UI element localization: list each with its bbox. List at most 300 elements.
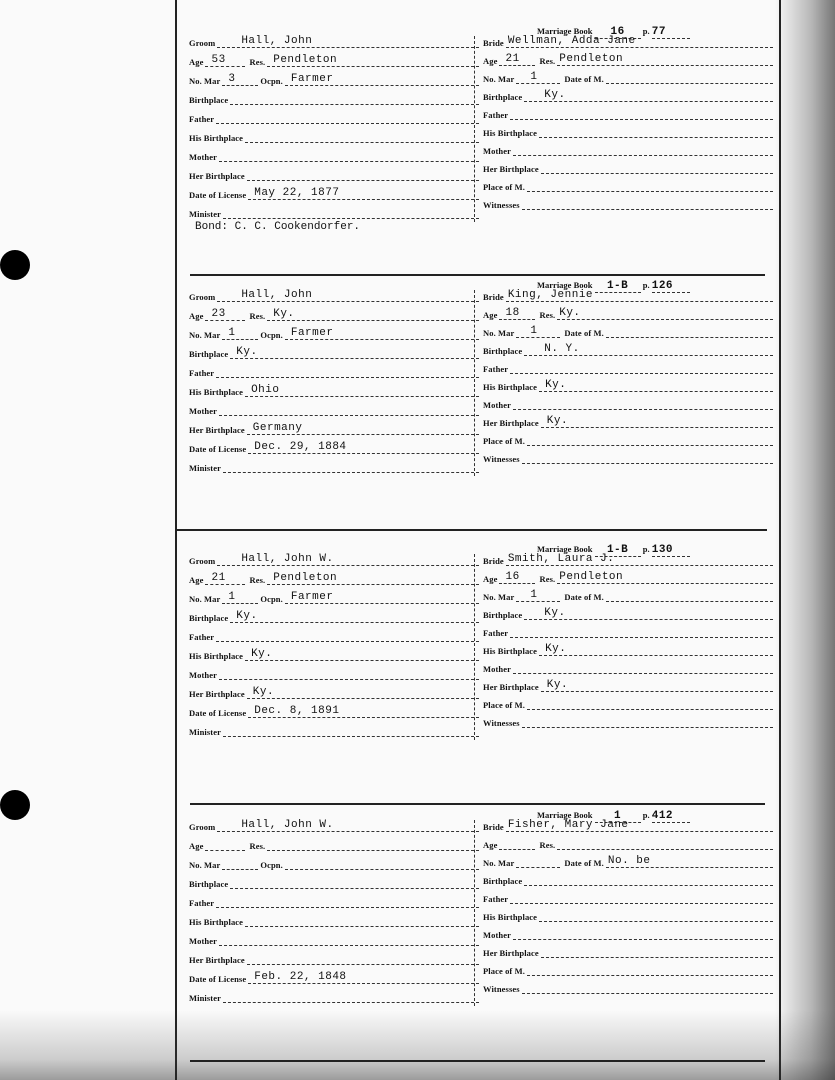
field-label: Mother (483, 664, 511, 674)
groom-field-groom (189, 30, 479, 48)
field-line (506, 36, 773, 48)
field-label: Groom (189, 822, 216, 832)
field-value: Farmer (290, 591, 334, 603)
field-label: Age (483, 574, 498, 584)
bride-field-father (483, 886, 773, 904)
field-line (216, 366, 479, 378)
field-line (223, 725, 479, 737)
marriage-book-ref: Marriage Book 16 p. 77 (537, 26, 690, 39)
bride-field-mother (483, 392, 773, 410)
field-label: No. Mar (189, 594, 221, 604)
field-label: No. Mar (483, 592, 515, 602)
field-label: Age (483, 840, 498, 850)
field-value: Ky. (273, 308, 295, 320)
field-label: Birthplace (483, 610, 523, 620)
field-value: 23 (211, 308, 226, 320)
groom-field-birthplace (189, 605, 479, 623)
bride-field-father (483, 102, 773, 120)
field-value: 21 (505, 53, 520, 65)
field-line (223, 207, 479, 219)
field-line (205, 839, 245, 851)
card-divider-4 (190, 1060, 765, 1062)
groom-field-mother (189, 398, 479, 416)
field-label: Place of M. (483, 182, 525, 192)
page-label: p (642, 810, 648, 820)
field-label: Res. (249, 575, 266, 585)
field-label: Her Birthplace (483, 682, 539, 692)
field-line (606, 72, 773, 84)
field-line (223, 991, 479, 1003)
field-label: Her Birthplace (189, 171, 245, 181)
field-line (527, 964, 773, 976)
field-value: King, Jennie (507, 289, 594, 301)
field-line (510, 892, 773, 904)
field-line (499, 838, 535, 850)
field-line (506, 290, 773, 302)
bride-field-his-birthplace (483, 374, 773, 392)
field-value: Farmer (290, 327, 334, 339)
field-line (205, 55, 245, 67)
field-line (230, 877, 479, 889)
field-line (539, 126, 773, 138)
book-label: Marriage Book (537, 26, 593, 36)
field-line (247, 423, 479, 435)
field-line (285, 328, 479, 340)
field-value: 21 (211, 572, 226, 584)
marriage-record-card (175, 812, 775, 1052)
groom-field-groom (189, 284, 479, 302)
bride-field-father (483, 620, 773, 638)
field-label: Age (189, 311, 204, 321)
book-label: Marriage Book (537, 544, 593, 554)
field-line (205, 573, 245, 585)
field-line (230, 611, 479, 623)
page-label: p (642, 280, 648, 290)
field-label: Birthplace (483, 876, 523, 886)
field-line (527, 698, 773, 710)
groom-field-date-of-license (189, 436, 479, 454)
groom-field-her-birthplace (189, 947, 479, 965)
field-line (510, 362, 773, 374)
field-line (541, 162, 773, 174)
field-label: Minister (189, 463, 221, 473)
field-value: Ky. (251, 648, 273, 660)
bride-field-birthplace (483, 868, 773, 886)
field-value: 1 (228, 591, 236, 603)
bride-field-no-mar (483, 584, 773, 602)
groom-field-groom (189, 548, 479, 566)
groom-field-mother (189, 662, 479, 680)
bride-field-no-mar (483, 850, 773, 868)
book-number: 1 (595, 810, 641, 823)
bride-field-age (483, 302, 773, 320)
field-label: Birthplace (189, 613, 229, 623)
field-line (516, 856, 560, 868)
field-label: Age (483, 310, 498, 320)
bride-field-no-mar (483, 66, 773, 84)
card-divider-3 (190, 803, 765, 805)
field-label: Res. (249, 841, 266, 851)
groom-section (189, 812, 479, 1012)
field-label: Birthplace (483, 92, 523, 102)
field-label: Date of M. (564, 74, 604, 84)
field-line (541, 946, 773, 958)
field-value: Ky. (546, 679, 569, 691)
field-label: His Birthplace (189, 917, 244, 927)
groom-field-minister (189, 455, 479, 473)
field-line (216, 112, 479, 124)
field-line (245, 915, 479, 927)
field-label: Res. (539, 840, 556, 850)
field-line (219, 404, 479, 416)
groom-field-birthplace (189, 871, 479, 889)
field-label: Age (483, 56, 498, 66)
bride-field-age (483, 48, 773, 66)
field-value: Smith, Laura J. (507, 553, 615, 565)
field-line (230, 347, 479, 359)
field-line (513, 398, 773, 410)
field-label: Birthplace (189, 879, 229, 889)
bride-section (483, 282, 773, 482)
field-label: Place of M. (483, 436, 525, 446)
groom-field-mother (189, 928, 479, 946)
field-value: 16 (505, 571, 520, 583)
bride-field-birthplace (483, 338, 773, 356)
bride-field-place-of-m (483, 692, 773, 710)
field-line (524, 344, 773, 356)
field-value: Pendleton (559, 53, 624, 65)
field-label: Date of License (189, 444, 247, 454)
field-line (247, 953, 479, 965)
field-label: Minister (189, 209, 221, 219)
field-line (527, 180, 773, 192)
field-label: Date of M. (564, 592, 604, 602)
groom-field-his-birthplace (189, 909, 479, 927)
field-label: Minister (189, 993, 221, 1003)
field-line (506, 820, 773, 832)
book-label: Marriage Book (537, 810, 593, 820)
field-line (217, 820, 479, 832)
field-label: No. Mar (483, 858, 515, 868)
groom-field-her-birthplace (189, 163, 479, 181)
groom-field-age (189, 49, 479, 67)
field-label: His Birthplace (483, 382, 538, 392)
field-label: Place of M. (483, 966, 525, 976)
groom-field-date-of-license (189, 182, 479, 200)
field-value: 18 (505, 307, 520, 319)
field-label: Age (189, 841, 204, 851)
field-value: Ky. (546, 415, 569, 427)
bride-field-birthplace (483, 84, 773, 102)
field-value: N. Y. (544, 343, 580, 355)
field-line (222, 858, 258, 870)
field-value: 3 (228, 73, 236, 85)
field-value: Dec. 29, 1884 (254, 441, 347, 453)
field-line (285, 592, 479, 604)
marriage-book-ref: Marriage Book 1-B p. 130 (537, 544, 690, 557)
bride-field-birthplace (483, 602, 773, 620)
field-line (222, 328, 258, 340)
field-line (510, 108, 773, 120)
field-value: 1 (228, 327, 236, 339)
field-label: No. Mar (483, 328, 515, 338)
page-number: 412 (652, 810, 690, 823)
field-label: Bride (483, 822, 504, 832)
field-value: 1 (530, 589, 538, 601)
bride-field-witnesses (483, 976, 773, 994)
field-line (217, 290, 479, 302)
field-line (223, 461, 479, 473)
field-label: No. Mar (483, 74, 515, 84)
field-line (606, 856, 773, 868)
bride-field-bride (483, 30, 773, 48)
column-divider (474, 820, 476, 1006)
field-line (245, 385, 479, 397)
marriage-record-card (175, 282, 775, 522)
field-line (539, 380, 773, 392)
bride-field-witnesses (483, 446, 773, 464)
field-line (510, 626, 773, 638)
field-value: 53 (211, 54, 226, 66)
column-divider (474, 554, 476, 740)
field-label: Ocpn. (260, 594, 283, 604)
field-label: Res. (539, 310, 556, 320)
field-label: Her Birthplace (189, 955, 245, 965)
field-line (539, 910, 773, 922)
page-number: 77 (652, 26, 690, 39)
field-value: Ky. (544, 89, 566, 101)
field-label: Father (189, 114, 215, 124)
field-line (216, 896, 479, 908)
field-label: His Birthplace (483, 128, 538, 138)
field-label: Ocpn. (260, 330, 283, 340)
bride-field-bride (483, 284, 773, 302)
field-line (513, 144, 773, 156)
field-line (522, 982, 773, 994)
bride-field-mother (483, 922, 773, 940)
field-line (516, 590, 560, 602)
field-label: Bride (483, 292, 504, 302)
field-line (248, 706, 479, 718)
field-label: Mother (189, 152, 217, 162)
field-line (219, 150, 479, 162)
field-value: Ky. (559, 307, 581, 319)
groom-field-his-birthplace (189, 125, 479, 143)
field-label: Groom (189, 556, 216, 566)
card-divider-1 (190, 274, 765, 276)
field-label: Res. (539, 574, 556, 584)
groom-field-no-mar (189, 586, 479, 604)
field-label: Birthplace (483, 346, 523, 356)
field-label: No. Mar (189, 76, 221, 86)
field-label: His Birthplace (189, 651, 244, 661)
bride-field-witnesses (483, 192, 773, 210)
field-label: Father (483, 894, 509, 904)
field-label: Ocpn. (260, 76, 283, 86)
field-label: Mother (483, 400, 511, 410)
book-number: 1-B (595, 544, 641, 557)
bride-field-bride (483, 548, 773, 566)
field-value: Ky. (236, 610, 258, 622)
field-line (606, 326, 773, 338)
field-label: Her Birthplace (189, 689, 245, 699)
field-value: Hall, John W. (241, 819, 334, 831)
field-line (267, 839, 479, 851)
field-line (247, 687, 479, 699)
field-label: Groom (189, 38, 216, 48)
field-line (527, 434, 773, 446)
field-line (248, 442, 479, 454)
field-line (285, 858, 479, 870)
bride-field-mother (483, 138, 773, 156)
field-value: Hall, John (241, 289, 313, 301)
field-label: Date of License (189, 708, 247, 718)
field-line (499, 54, 535, 66)
field-line (522, 716, 773, 728)
field-label: Witnesses (483, 984, 520, 994)
field-value: Pendleton (273, 54, 338, 66)
field-label: Father (483, 110, 509, 120)
field-line (219, 934, 479, 946)
page-label: p (642, 26, 648, 36)
bride-field-no-mar (483, 320, 773, 338)
field-label: Witnesses (483, 454, 520, 464)
groom-field-birthplace (189, 341, 479, 359)
field-line (516, 72, 560, 84)
field-line (524, 874, 773, 886)
field-label: Witnesses (483, 718, 520, 728)
field-line (217, 554, 479, 566)
field-value: Hall, John W. (241, 553, 334, 565)
field-value: Ky. (545, 379, 567, 391)
bride-field-his-birthplace (483, 120, 773, 138)
field-line (267, 573, 479, 585)
column-divider (474, 290, 476, 476)
field-label: Bride (483, 556, 504, 566)
field-line (557, 838, 773, 850)
field-label: Mother (483, 146, 511, 156)
groom-field-age (189, 833, 479, 851)
field-label: His Birthplace (483, 646, 538, 656)
field-label: Mother (483, 930, 511, 940)
field-value: Wellman, Adda Jane (507, 35, 636, 47)
book-number: 1-B (595, 280, 641, 293)
record-note: Bond: C. C. Cookendorfer. (195, 221, 361, 233)
field-line (506, 554, 773, 566)
field-value: Dec. 8, 1891 (254, 705, 340, 717)
field-value: Ky. (544, 607, 566, 619)
field-label: Mother (189, 670, 217, 680)
bride-field-her-birthplace (483, 410, 773, 428)
field-label: Date of M. (564, 858, 604, 868)
field-value: Pendleton (273, 572, 338, 584)
field-line (248, 188, 479, 200)
groom-field-age (189, 567, 479, 585)
groom-field-his-birthplace (189, 643, 479, 661)
field-label: Res. (249, 311, 266, 321)
field-label: Father (189, 368, 215, 378)
page-edge-shadow (775, 0, 835, 1080)
bride-section (483, 28, 773, 228)
field-label: Groom (189, 292, 216, 302)
field-value: Hall, John (241, 35, 313, 47)
marriage-record-card (175, 546, 775, 786)
groom-field-father (189, 624, 479, 642)
field-line (245, 649, 479, 661)
field-line (247, 169, 479, 181)
bride-field-place-of-m (483, 958, 773, 976)
field-label: Father (483, 364, 509, 374)
field-label: Res. (539, 56, 556, 66)
groom-field-no-mar (189, 322, 479, 340)
field-label: Mother (189, 936, 217, 946)
field-line (248, 972, 479, 984)
field-line (245, 131, 479, 143)
bride-field-mother (483, 656, 773, 674)
groom-section (189, 546, 479, 746)
field-line (557, 54, 773, 66)
field-line (557, 308, 773, 320)
bride-field-father (483, 356, 773, 374)
groom-field-father (189, 890, 479, 908)
field-line (541, 680, 773, 692)
field-line (541, 416, 773, 428)
field-label: Father (483, 628, 509, 638)
field-label: Her Birthplace (483, 418, 539, 428)
field-label: Date of M. (564, 328, 604, 338)
field-line (524, 608, 773, 620)
bride-field-her-birthplace (483, 940, 773, 958)
bride-field-her-birthplace (483, 156, 773, 174)
bride-field-her-birthplace (483, 674, 773, 692)
field-line (513, 662, 773, 674)
field-label: No. Mar (189, 330, 221, 340)
field-line (513, 928, 773, 940)
field-line (219, 668, 479, 680)
page-label: p (642, 544, 648, 554)
groom-field-father (189, 106, 479, 124)
field-label: Age (189, 57, 204, 67)
field-label: No. Mar (189, 860, 221, 870)
bride-section (483, 812, 773, 1012)
field-label: His Birthplace (189, 387, 244, 397)
groom-field-no-mar (189, 852, 479, 870)
bride-field-age (483, 566, 773, 584)
groom-field-groom (189, 814, 479, 832)
field-line (216, 630, 479, 642)
bride-section (483, 546, 773, 746)
field-label: Her Birthplace (483, 948, 539, 958)
field-label: Father (189, 632, 215, 642)
groom-field-date-of-license (189, 966, 479, 984)
groom-field-her-birthplace (189, 417, 479, 435)
field-value: Fisher, Mary Jane (507, 819, 629, 831)
bride-field-witnesses (483, 710, 773, 728)
field-label: His Birthplace (483, 912, 538, 922)
field-value: Germany (252, 422, 303, 434)
field-value: Ohio (251, 384, 280, 396)
book-label: Marriage Book (537, 280, 593, 290)
groom-field-minister (189, 985, 479, 1003)
groom-field-his-birthplace (189, 379, 479, 397)
field-line (222, 74, 258, 86)
bride-field-place-of-m (483, 428, 773, 446)
field-line (499, 308, 535, 320)
field-label: Date of License (189, 190, 247, 200)
field-value: Ky. (545, 643, 567, 655)
groom-section (189, 28, 479, 228)
bride-field-bride (483, 814, 773, 832)
